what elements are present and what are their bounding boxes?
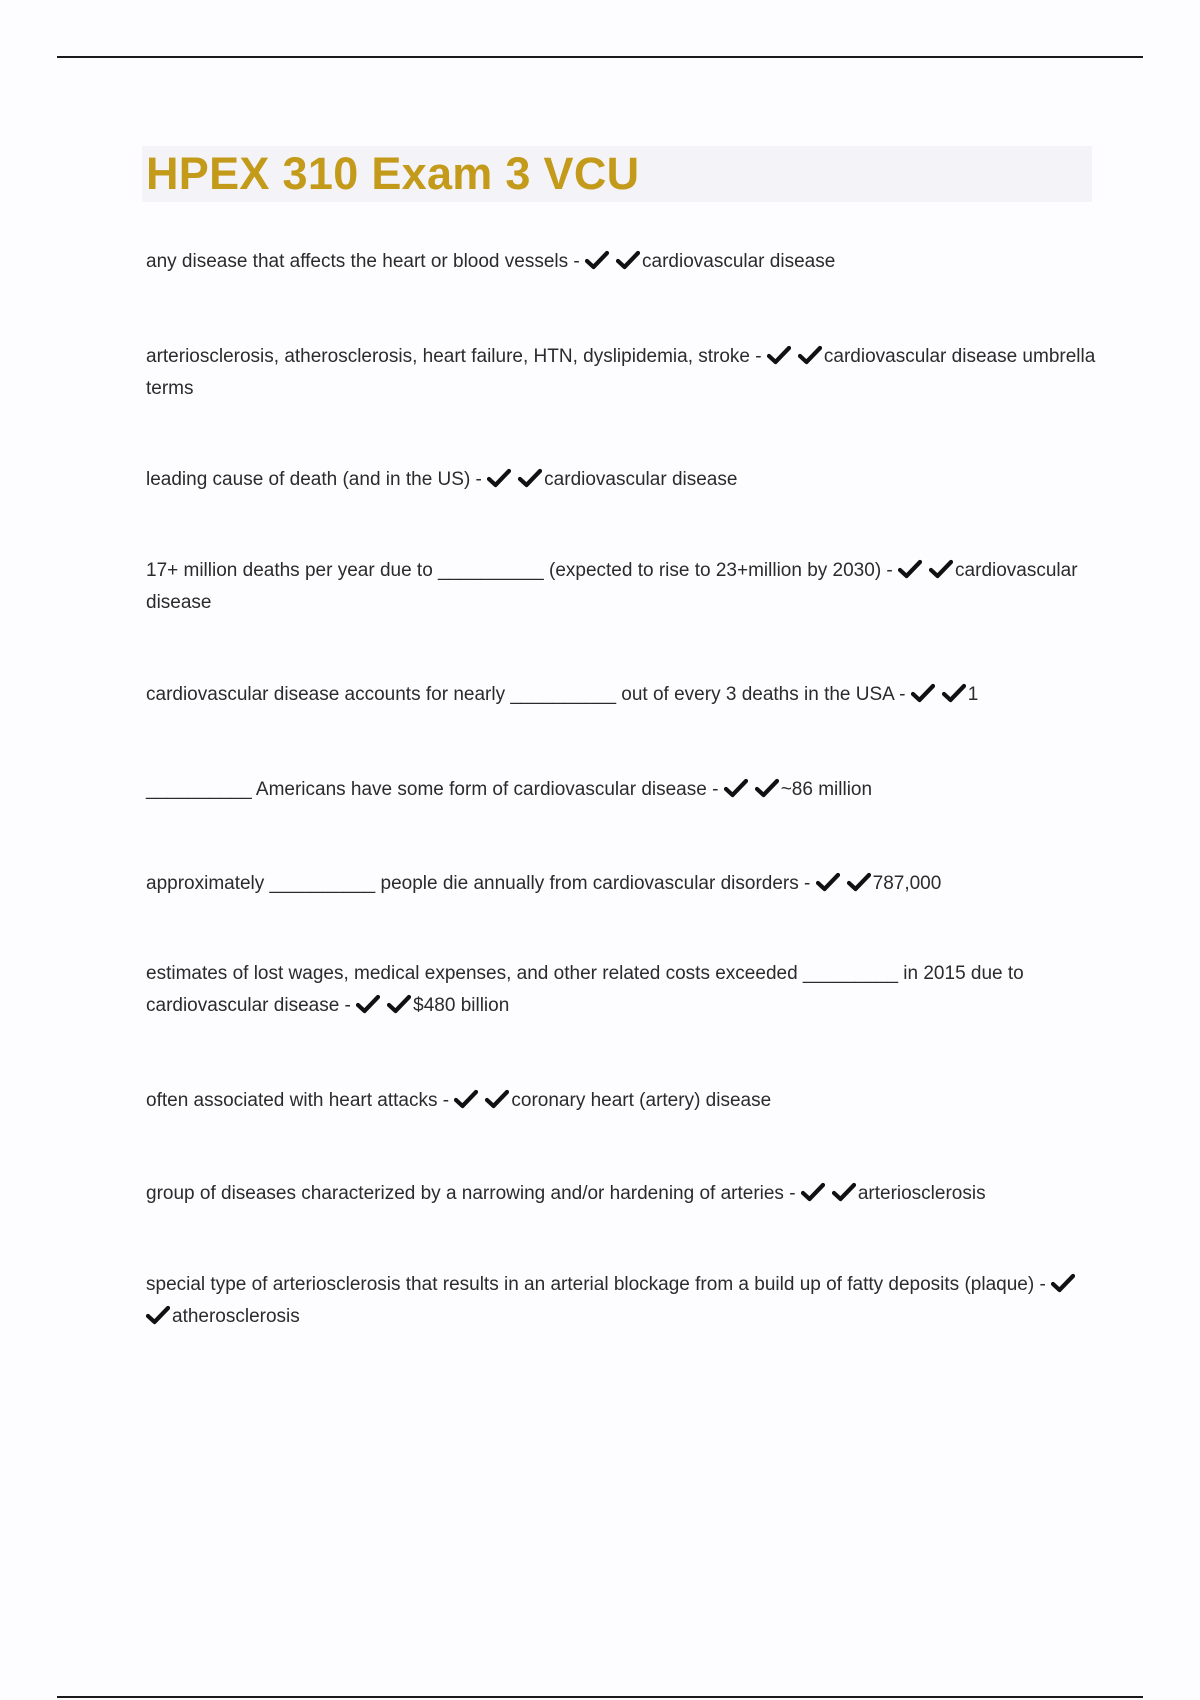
qa-item <box>146 341 1096 405</box>
answer-text: 787,000 <box>872 873 942 894</box>
question-text: any disease that affects the heart or blood vessels - <box>146 251 580 272</box>
qa-item <box>146 555 1096 619</box>
check-icon <box>616 250 640 270</box>
question-text: leading cause of death (and in the US) - <box>146 469 482 490</box>
question-text: special type of arteriosclerosis that results in an arterial blockage from a build up of fatty deposits (plaque) - <box>146 1274 1046 1295</box>
check-icon <box>1051 1273 1075 1293</box>
check-icon <box>942 683 966 703</box>
qa-item <box>146 1085 1096 1117</box>
check-icon <box>798 345 822 365</box>
qa-item <box>146 958 1096 1022</box>
answer-text: $480 billion <box>413 995 510 1016</box>
qa-item <box>146 868 1096 900</box>
question-text: approximately __________ people die annually from cardiovascular disorders - <box>146 873 811 894</box>
document-title: HPEX 310 Exam 3 VCU <box>146 148 640 199</box>
question-text: often associated with heart attacks - <box>146 1090 450 1111</box>
check-icon <box>847 872 871 892</box>
qa-item <box>146 464 1096 496</box>
check-icon <box>146 1305 170 1325</box>
check-icon <box>724 778 748 798</box>
question-text: cardiovascular disease accounts for nearly __________ out of every 3 deaths in the USA - <box>146 684 906 705</box>
check-icon <box>801 1182 825 1202</box>
bottom-divider <box>57 1696 1143 1698</box>
question-text: __________ Americans have some form of cardiovascular disease - <box>146 779 719 800</box>
question-text: arteriosclerosis, atherosclerosis, heart failure, HTN, dyslipidemia, stroke - <box>146 346 762 367</box>
check-icon <box>832 1182 856 1202</box>
answer-text: cardiovascular disease <box>146 560 1078 613</box>
check-icon <box>387 994 411 1014</box>
answer-text: 1 <box>967 684 979 705</box>
answer-text: cardiovascular disease <box>544 469 738 490</box>
answer-text: ~86 million <box>780 779 873 800</box>
question-text: estimates of lost wages, medical expenses, and other related costs exceeded _________ in 2015 due to cardiovascular disease - <box>146 963 1024 1016</box>
qa-item <box>146 246 1096 278</box>
check-icon <box>816 872 840 892</box>
answer-text: atherosclerosis <box>172 1306 300 1327</box>
check-icon <box>911 683 935 703</box>
check-icon <box>487 468 511 488</box>
check-icon <box>767 345 791 365</box>
check-icon <box>518 468 542 488</box>
check-icon <box>454 1089 478 1109</box>
check-icon <box>585 250 609 270</box>
answer-text: arteriosclerosis <box>857 1183 986 1204</box>
question-text: 17+ million deaths per year due to __________ (expected to rise to 23+million by 2030) - <box>146 560 893 581</box>
answer-text: cardiovascular disease umbrella terms <box>146 346 1096 399</box>
qa-item <box>146 679 1096 711</box>
qa-item <box>146 774 1096 806</box>
check-icon <box>356 994 380 1014</box>
qa-item <box>146 1178 1096 1210</box>
qa-item <box>146 1269 1096 1333</box>
check-icon <box>755 778 779 798</box>
check-icon <box>929 559 953 579</box>
check-icon <box>898 559 922 579</box>
answer-text: coronary heart (artery) disease <box>511 1090 772 1111</box>
question-text: group of diseases characterized by a narrowing and/or hardening of arteries - <box>146 1183 796 1204</box>
top-divider <box>57 56 1143 58</box>
answer-text: cardiovascular disease <box>642 251 836 272</box>
check-icon <box>485 1089 509 1109</box>
